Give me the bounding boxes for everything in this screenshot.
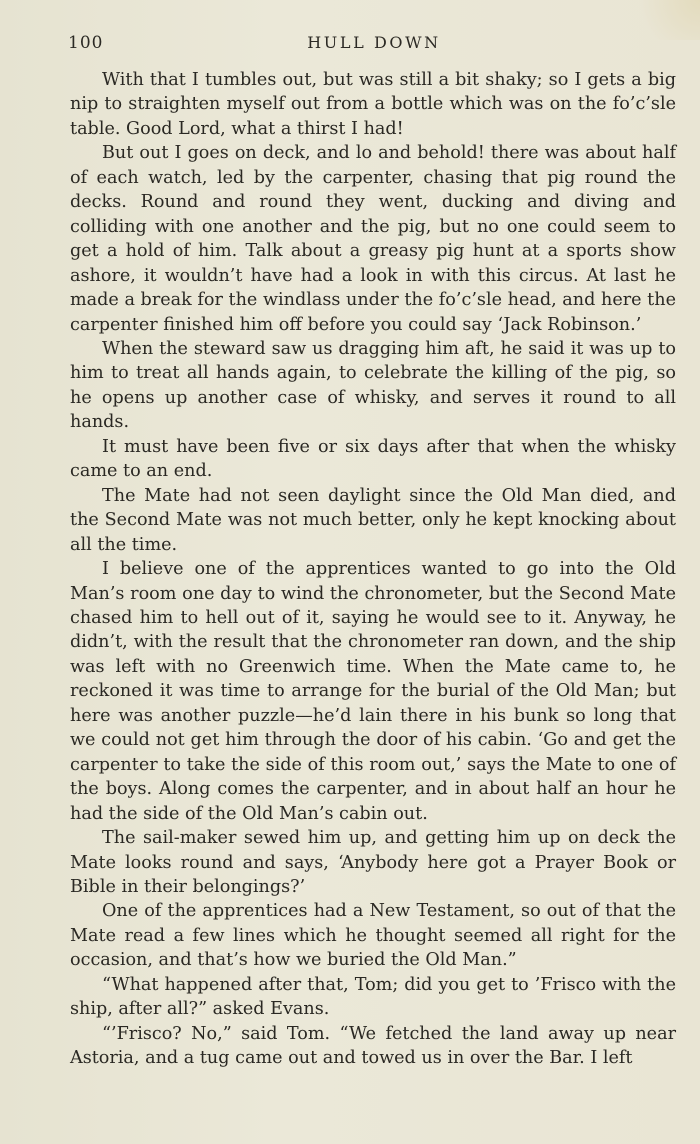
paragraph: It must have been five or six days after that when the whisky came to an end. [70, 436, 676, 482]
paragraph: “’Frisco? No,” said Tom. “We fetched the land away up near Astoria, and a tug came out and towed us in over the Bar. I left [70, 1023, 676, 1069]
running-title: HULL DOWN [307, 33, 441, 52]
page-header [68, 33, 680, 59]
paragraph: But out I goes on deck, and lo and behold! there was about half of each watch, led by the carpenter, chasing that pig round the decks. Round and round they went, ducking and diving and colliding with one another and the pig, but no one could seem to get a hold of him. Talk about a greasy pig hunt at a sports show ashore, it wouldn’t have had a look in with this circus. At last he made a break for the windlass under the fo’c’sle head, and here the carpenter finished him off before you could say ‘Jack Robinson.’ [70, 143, 676, 335]
paragraph: With that I tumbles out, but was still a bit shaky; so I gets a big nip to straighten myself out from a bottle which was on the fo’c’sle table. Good Lord, what a thirst I had! [70, 70, 676, 139]
paragraph: “What happened after that, Tom; did you get to ’Frisco with the ship, after all?” asked Evans. [70, 974, 676, 1020]
paragraph: I believe one of the apprentices wanted to go into the Old Man’s room one day to wind the chronometer, but the Second Mate chased him to hell out of it, saying he would see to it. Anyway, he didn’t, with the result that the chronometer ran down, and the ship was left with no Greenwich time. When the Mate came to, he reckoned it was time to arrange for the burial of the Old Man; but here was another puzzle—he’d lain there in his bunk so long that we could not get him through the door of his cabin. ‘Go and get the carpenter to take the side of this room out,’ says the Mate to one of the boys. Along comes the carpenter, and in about half an hour he had the side of the Old Man’s cabin out. [70, 559, 676, 824]
paragraph: The Mate had not seen daylight since the Old Man died, and the Second Mate was not much better, only he kept knocking about all the time. [70, 485, 676, 555]
paragraph: One of the apprentices had a New Testament, so out of that the Mate read a few lines which he thought seemed all right for the occasion, and that’s how we buried the Old Man.” [70, 901, 676, 971]
body-text [70, 68, 676, 1071]
paragraph: The sail-maker sewed him up, and getting him up on deck the Mate looks round and says, ‘Anybody here got a Prayer Book or Bible in their belongings?’ [70, 828, 676, 897]
page-number: 100 [68, 33, 104, 53]
paragraph: When the steward saw us dragging him aft, he said it was up to him to treat all hands again, to celebrate the killing of the pig, so he opens up another case of whisky, and serves it round to all hands. [70, 338, 676, 433]
